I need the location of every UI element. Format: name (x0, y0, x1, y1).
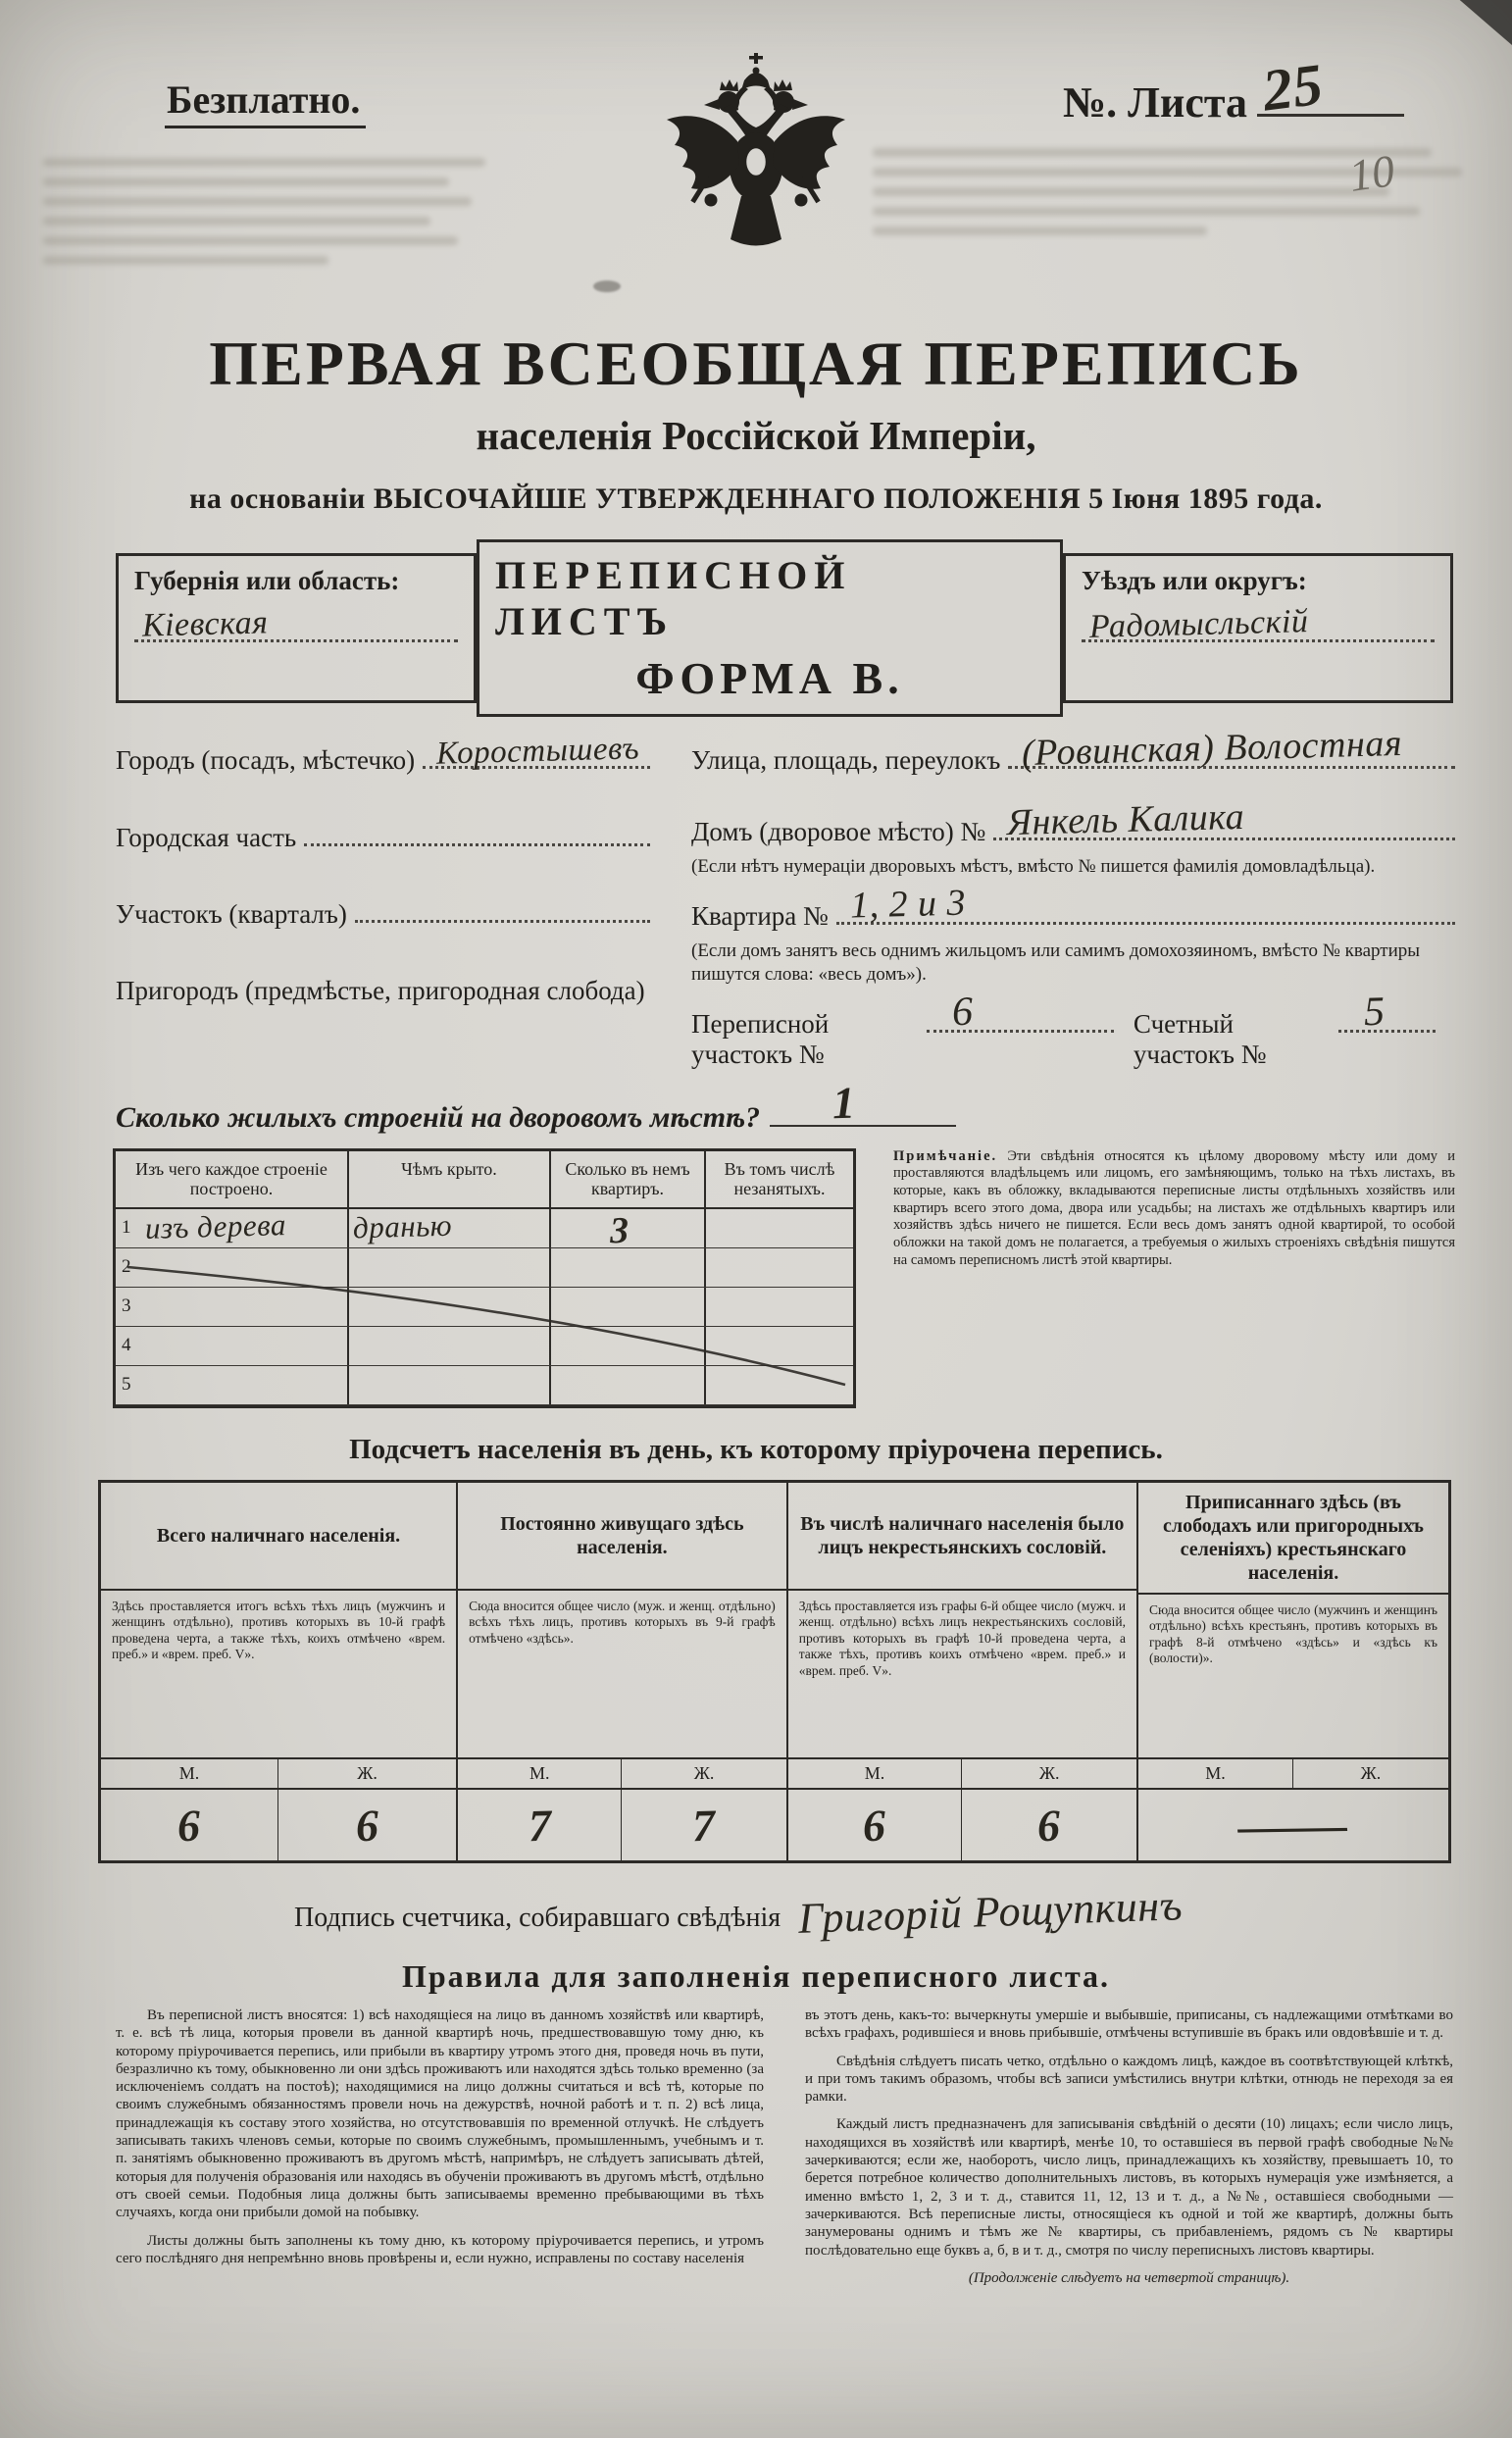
column-header-vacant: Въ томъ числѣ незанятыхъ. (724, 1158, 835, 1199)
rules-paragraph: Листы должны быть заполнены къ тому дню, къ которому пріурочивается перепись, и утромъ сего послѣдняго дня непремѣнно вновь провѣрены и, если нужно, исправлены по составу населенія (116, 2232, 764, 2266)
rules-paragraph: Свѣдѣнія слѣдуетъ писать четко, отдѣльно о каждомъ лицѣ, каждое въ соотвѣтствующей клѣткѣ, и при томъ такимъ образомъ, чтобы всѣ записи умѣстились внутри клѣтки, отнюдь не переходя за ея рамки. (805, 2053, 1453, 2106)
buildings-table-header (116, 1151, 853, 1209)
apartment-field (691, 882, 1455, 931)
house-label: Домъ (дворовое мѣсто) № (691, 816, 986, 846)
group-title: Въ числѣ наличнаго населенія было лицъ некрестьянскихъ сословій. (788, 1483, 1136, 1591)
rules-paragraph: Каждый листъ предназначенъ для записыванія свѣдѣній о десяти (10) лицахъ; если число лицъ, находящихся въ хозяйствѣ или квартирѣ, менѣе 10, то оставшіеся въ первой графѣ свободные №№ зачеркиваются; если же, наоборотъ, число лицъ, принадлежащихъ къ хозяйству, превышаетъ 10, то берется потребное количество дополнительныхъ листовъ, въ которыхъ нумерація уже измѣняется, а именно вмѣсто 1, 2, 3 и т. д., ставится 11, 12, 13 и т. д., а №№, оставшіеся свободными — зачеркиваются. Всѣ переписные листы, относящіеся къ одной и той же квартирѣ, должны быть занумерованы однимъ и тѣмъ же № квартиры, съ прибавленіемъ, рядомъ съ № квартиры послѣдовательно еще буквъ а, б, в и т. д., смотря по числу переписныхъ листовъ квартиры. (805, 2116, 1453, 2259)
apartment-fill-line (836, 882, 1455, 927)
count-group-permanent-residents (458, 1483, 788, 1860)
apartments-value-handwritten: 3 (609, 1209, 630, 1252)
group-description: Здѣсь проставляется итогъ всѣхъ тѣхъ лицъ (мужчинъ и женщинъ отдѣльно), противъ которыхъ въ 10-й графѣ проведена черта, а также тѣхъ, коихъ отмѣчено «врем. преб.» и «врем. преб. V». (101, 1591, 456, 1759)
precinct-label: Участокъ (кварталъ) (116, 899, 347, 930)
house-field (691, 795, 1455, 846)
address-left-column (116, 731, 650, 1078)
count-group-non-peasant-estates (788, 1483, 1138, 1860)
city-label: Городъ (посадъ, мѣстечко) (116, 745, 416, 776)
document-title: ПЕРВАЯ ВСЕОБЩАЯ ПЕРЕПИСЬ (209, 329, 1303, 398)
count-group-registered-peasants (1138, 1483, 1448, 1860)
street-value-handwritten: (Ровинская) Волостная (1021, 723, 1403, 775)
table-row (116, 1248, 853, 1288)
group-title: Постоянно живущаго здѣсь населенія. (458, 1483, 786, 1591)
signature-handwritten: Григорій Рощупкинъ (797, 1881, 1184, 1943)
form-type-box (477, 539, 1063, 717)
row-number: 1 (122, 1217, 131, 1238)
sheet-number (1062, 51, 1404, 127)
form-header (116, 553, 1453, 703)
buildings-note (893, 1148, 1455, 1408)
female-count-handwritten: 6 (1036, 1800, 1062, 1851)
apartment-label: Квартира № (691, 900, 829, 931)
row-number: 2 (122, 1256, 131, 1277)
precinct-fill-line (355, 892, 650, 923)
census-precinct-label: Переписной участокъ № (691, 1008, 830, 1069)
male-count-handwritten: 6 (862, 1800, 887, 1851)
city-part-field (116, 815, 650, 852)
group-description: Сюда вносится общее число (муж. и женщ. отдѣльно) всѣхъ тѣхъ лицъ, противъ которыхъ въ 9-й графѣ отмѣчено «здѣсь». (458, 1591, 786, 1759)
rules-text (116, 2006, 1453, 2297)
male-column-header: М. (788, 1759, 963, 1788)
district-fill-line (1082, 600, 1435, 645)
province-box (116, 553, 477, 703)
table-row (116, 1327, 853, 1366)
street-field (691, 723, 1455, 776)
city-value-handwritten: Коростышевъ (435, 731, 640, 773)
pencil-page-number: 10 (1345, 145, 1398, 201)
combined-count-handwritten-dash: — (1236, 1799, 1350, 1852)
district-value-handwritten: Радомысльскій (1088, 603, 1309, 645)
province-fill-line (134, 600, 458, 642)
female-count-handwritten: 6 (355, 1800, 379, 1851)
male-column-header: М. (458, 1759, 622, 1788)
precinct-field (116, 892, 650, 930)
city-part-label: Городская часть (116, 822, 297, 852)
sheet-number-label: №. Листа (1062, 78, 1247, 127)
rules-left-column (116, 2006, 764, 2297)
female-column-header: Ж. (693, 1763, 715, 1783)
row-number: 4 (122, 1335, 131, 1355)
female-column-header: Ж. (1038, 1763, 1060, 1783)
sheet-number-value-handwritten: 25 (1259, 51, 1327, 124)
count-precinct-value-handwritten: 5 (1362, 989, 1386, 1035)
form-type-line2: ФОРМА В. (635, 653, 904, 703)
column-header-apartments: Сколько въ немъ квартиръ. (551, 1151, 706, 1207)
house-note: (Если нѣтъ нумераціи дворовыхъ мѣстъ, вмѣсто № пишется фамилія домовладѣльца). (691, 855, 1376, 877)
district-box (1063, 553, 1453, 703)
material-value-handwritten: изъ дерева (144, 1207, 287, 1245)
census-precinct-value-handwritten: 6 (951, 989, 975, 1035)
column-header-material: Изъ чего каждое строеніе построено. (116, 1151, 349, 1207)
rules-continuation-note: (Продолженіе слѣдуетъ на четвертой страницѣ). (968, 2269, 1290, 2286)
population-count-title: Подсчетъ населенія въ день, къ которому пріурочена перепись. (349, 1434, 1163, 1465)
rules-right-column (805, 2006, 1453, 2297)
form-type-line1: ПЕРЕПИСНОЙ ЛИСТЪ (495, 553, 852, 643)
male-column-header: М. (101, 1759, 278, 1788)
population-count-table (98, 1480, 1451, 1863)
count-precinct-label: Счетный участокъ № (1133, 1008, 1267, 1069)
roof-value-handwritten: дранью (352, 1207, 453, 1245)
enumerator-signature-row (294, 1881, 1512, 1943)
imperial-double-headed-eagle-icon (655, 51, 857, 281)
signature-label: Подпись счетчика, собиравшаго свѣдѣнія (294, 1903, 781, 1933)
precinct-numbers-row (691, 989, 1455, 1069)
male-count-handwritten: 6 (176, 1800, 202, 1851)
male-column-header: М. (1138, 1759, 1293, 1788)
house-value-handwritten: Янкель Калика (1006, 795, 1245, 843)
count-precinct-fill-line (1338, 989, 1436, 1035)
buildings-table (113, 1148, 856, 1408)
census-precinct-fill-line (927, 989, 1114, 1035)
table-row (116, 1207, 853, 1252)
buildings-question (116, 1077, 1455, 1135)
suburb-field (116, 969, 650, 1006)
row-number: 5 (122, 1374, 131, 1395)
female-count-handwritten: 7 (691, 1800, 717, 1851)
table-row (116, 1288, 853, 1327)
address-right-column (691, 723, 1455, 1078)
note-lead: Примѣчаніе. (893, 1147, 998, 1164)
city-fill-line (423, 731, 650, 773)
province-value-handwritten: Кіевская (141, 604, 269, 644)
buildings-section (113, 1148, 1455, 1408)
female-column-header: Ж. (1360, 1763, 1382, 1783)
city-field (116, 731, 650, 776)
suburb-label: Пригородъ (предмѣстье, пригородная слобода) (116, 976, 645, 1006)
count-group-total-present (101, 1483, 458, 1860)
male-count-handwritten: 7 (527, 1800, 552, 1851)
group-description: Сюда вносится общее число (мужчинъ и женщинъ отдѣльно) всѣхъ крестьянъ, противъ которыхъ въ графѣ 8-й отмѣчено «здѣсь» и «здѣсь къ (волости)». (1138, 1595, 1448, 1759)
house-fill-line (993, 795, 1455, 843)
rules-title: Правила для заполненія переписного листа. (401, 1958, 1111, 1994)
street-fill-line (1008, 723, 1455, 775)
group-title: Всего наличнаго населенія. (101, 1483, 456, 1591)
street-label: Улица, площадь, переулокъ (691, 745, 1001, 776)
apartment-note: (Если домъ занятъ весь однимъ жильцомъ или самимъ домохозяиномъ, вмѣсто № квартиры пишутся слова: «весь домъ»). (691, 940, 1421, 985)
buildings-question-fill-line (770, 1077, 956, 1128)
buildings-question-value-handwritten: 1 (832, 1077, 857, 1128)
rules-paragraph: въ этотъ день, какъ-то: вычеркнуты умершіе и выбывшіе, приписаны, съ надлежащими отмѣтками во всѣхъ графахъ, родившіеся и вновь прибывшіе, отмѣчены вступившіе въ бракъ или овдовѣвшіе и т. д. (805, 2007, 1453, 2042)
district-label: Уѣздъ или округъ: (1082, 566, 1307, 595)
female-column-header: Ж. (357, 1763, 378, 1783)
group-title: Приписаннаго здѣсь (въ слободахъ или пригородныхъ селеніяхъ) крестьянскаго населенія. (1138, 1483, 1448, 1595)
note-body: Эти свѣдѣнія относятся къ цѣлому дворовому мѣсту или дому и проставляются владѣльцемъ или лицомъ, его замѣняющимъ, только на тѣхъ листахъ, въ которые, какъ въ обложку, вкладываются переписные листы отдѣльныхъ хозяйствъ или квартиръ всего этого дома, двора или усадьбы; на листахъ же отдѣльныхъ квартиръ или хозяйствъ здѣсь ничего не пишется. Если весь домъ занятъ одной квартирой, то особой обложки на такой домъ не полагается, а требуемыя о жилыхъ строеніяхъ свѣдѣнія пишутся на самомъ переписномъ листѣ этой квартиры. (893, 1147, 1456, 1268)
document-subtitle: населенія Россійской Имперіи, (476, 413, 1036, 458)
city-part-fill-line (304, 815, 650, 845)
apartment-value-handwritten: 1, 2 и 3 (849, 882, 967, 927)
row-number: 3 (122, 1295, 131, 1316)
group-description: Здѣсь проставляется изъ графы 6-й общее число (мужч. и женщ. отдѣльно) всѣхъ лицъ некрестьянскихъ сословій, противъ которыхъ въ графѣ 10-й проведена черта, а также тѣхъ, противъ коихъ отмѣчено «врем. преб.» и «врем. преб. V». (788, 1591, 1136, 1759)
sheet-number-line (1257, 51, 1404, 124)
buildings-question-label: Сколько жилыхъ строеній на дворовомъ мѣстѣ? (116, 1100, 761, 1134)
column-header-roof: Чѣмъ крыто. (349, 1151, 551, 1207)
rules-paragraph: Въ переписной листъ вносятся: 1) всѣ находящіеся на лицо въ данномъ хозяйствѣ или квартирѣ, т. е. всѣ тѣ лица, которыя провели въ данной квартирѣ ночь, предшествовавшую тому дню, къ которому пріурочивается перепись, или прибыли въ квартиру утромъ этого дня, проведя ночь въ пути, безразлично къ тому, обыкновенно ли они здѣсь проживаютъ или находятся здѣсь только временно (за исключеніемъ солдатъ на постоѣ); находящимися на лицо должны считаться и всѣ тѣ, которые по своимъ служебнымъ обязанностямъ провели ночь на дежурствѣ, ночной работѣ и т. п. 2) всѣ лица, принадлежащія къ составу этого хозяйства, но отсутствовавшія по временной отлучкѣ. Не слѣдуетъ записывать такихъ членовъ семьи, которые по своимъ служебнымъ, промышленнымъ, учебнымъ и т. п. занятіямъ обыкновенно проживаютъ въ другомъ мѣстѣ, напримѣръ, не слѣдуетъ записывать дѣтей, которыя для полученія образованія или находясь въ обученіи проживаютъ въ другомъ мѣстѣ, отдѣльно отъ своей семьи. Подобныя лица должны быть записываемы временно пребывающими въ тѣхъ случаяхъ, когда они прибыли домой на побывку. (116, 2007, 764, 2221)
top-bar (0, 0, 1512, 324)
legal-basis-line: на основаніи ВЫСОЧАЙШЕ УТВЕРЖДЕННАГО ПОЛОЖЕНІЯ 5 Іюня 1895 года. (189, 483, 1323, 515)
address-fields (116, 723, 1455, 1078)
table-row (116, 1366, 853, 1405)
province-label: Губернія или область: (134, 566, 400, 595)
free-of-charge-label: Безплатно. (165, 76, 366, 128)
